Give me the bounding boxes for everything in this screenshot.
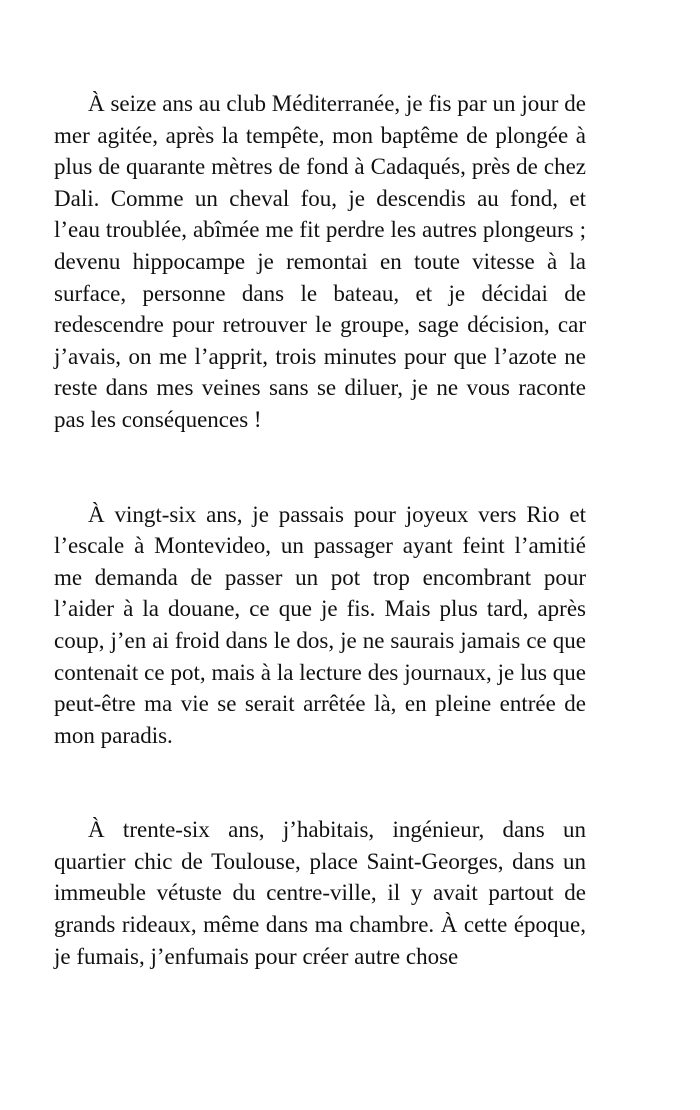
paragraph-trente-six-ans: À trente-six ans, j’habitais, ingénieur, dans un quartier chic de Toulouse, place Saint-Georges, dans un immeuble vétuste du centre-ville, il y avait partout de grands rideaux, même dans ma chambre. À cette époque, je fumais, j’enfumais pour créer autre chose: [54, 817, 586, 969]
paragraph-seize-ans: À seize ans au club Méditerranée, je fis par un jour de mer agitée, après la tempête, mon baptême de plongée à plus de quarante mètres de fond à Cadaqués, près de chez Dali. Comme un cheval fou, je descendis au fond, et l’eau troublée, abîmée me fit perdre les autres plongeurs ; devenu hippocampe je remontai en toute vitesse à la surface, personne dans le bateau, et je décidai de redescendre pour retrouver le groupe, sage décision, car j’avais, on me l’apprit, trois minutes pour que l’azote ne reste dans mes veines sans se diluer, je ne vous raconte pas les conséquences !: [54, 91, 586, 432]
paragraph-vingt-six-ans: À vingt-six ans, je passais pour joyeux vers Rio et l’escale à Montevideo, un passager ayant feint l’amitié me demanda de passer un pot trop encombrant pour l’aider à la douane, ce que je fis. Mais plus tard, après coup, j’en ai froid dans le dos, je ne saurais jamais ce que contenait ce pot, mais à la lecture des journaux, je lus que peut-être ma vie se serait arrêtée là, en pleine entrée de mon paradis.: [54, 501, 586, 748]
page-body: [54, 88, 586, 972]
